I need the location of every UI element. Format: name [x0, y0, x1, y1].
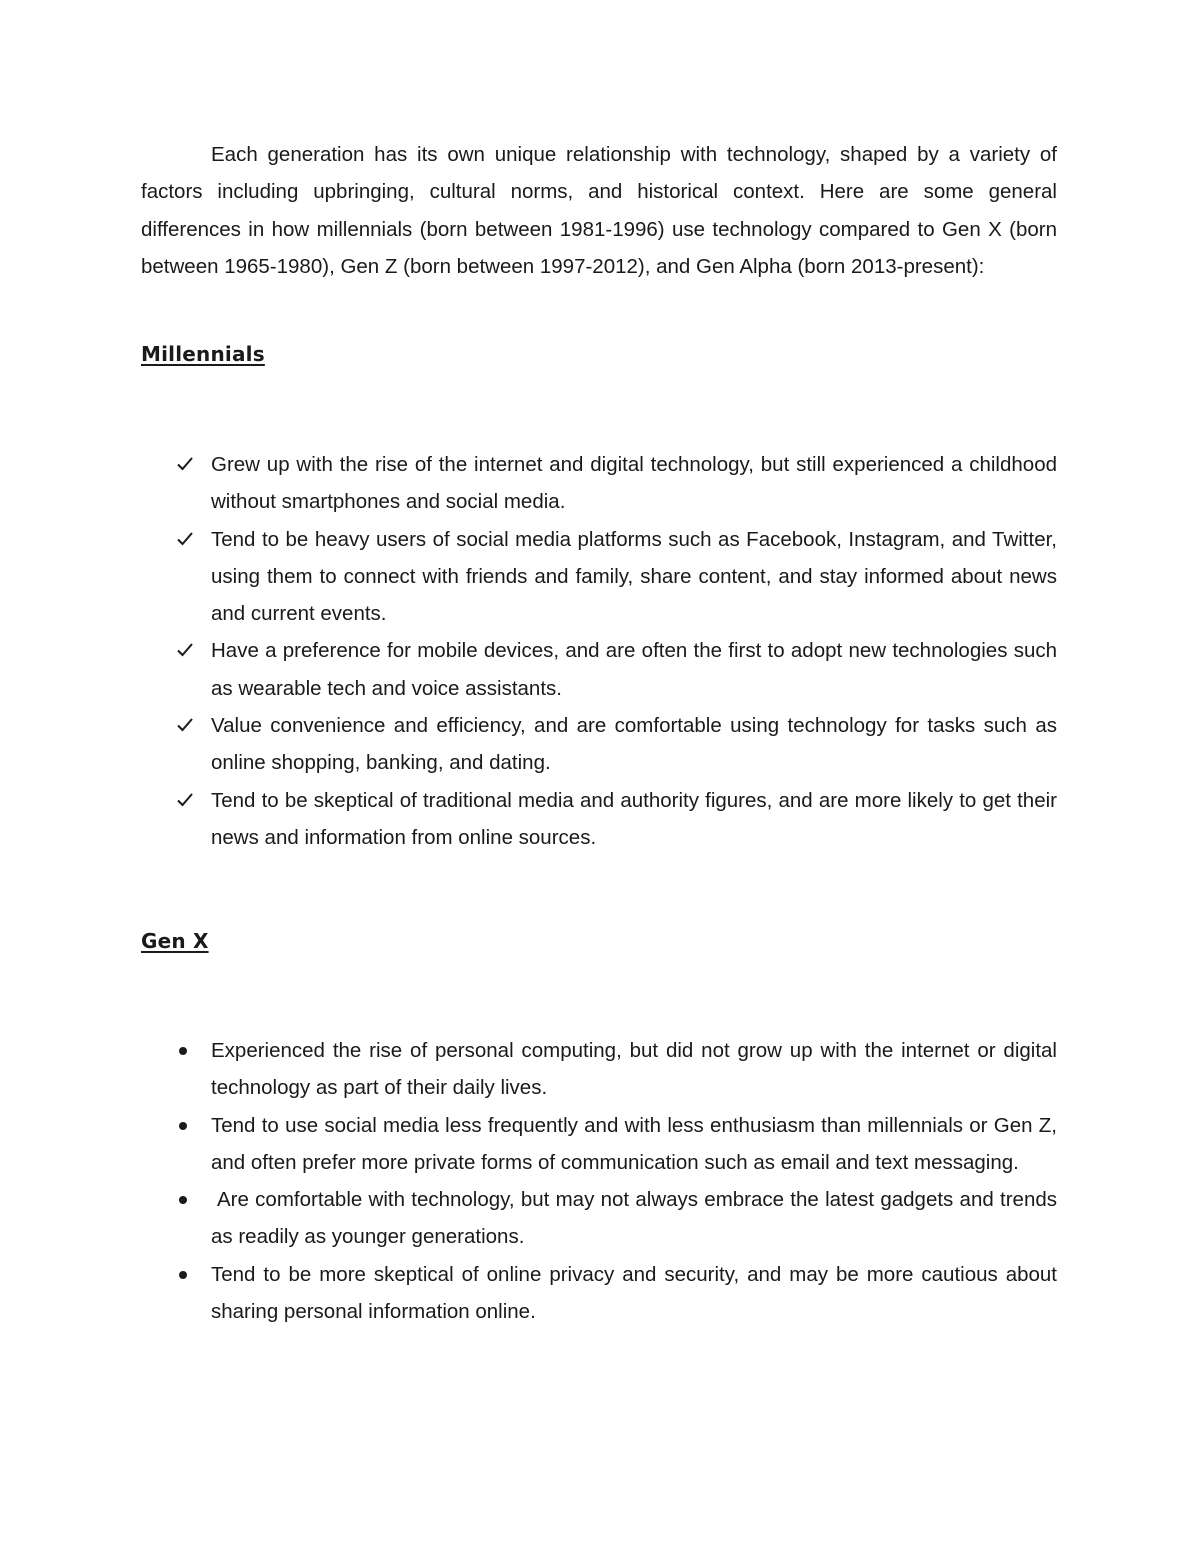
list-item-text: Have a preference for mobile devices, and are often the first to adopt new technologies such as wearable tech and voice assistants. — [211, 639, 1057, 700]
list-item — [141, 521, 1057, 633]
list-item-text: Tend to be skeptical of traditional media and authority figures, and are more likely to get their news and information from online sources. — [211, 788, 1057, 849]
genx-heading: Gen X — [141, 929, 209, 953]
checkmark-icon — [177, 782, 201, 819]
list-item — [141, 1181, 1057, 1256]
checkmark-icon — [177, 521, 201, 558]
intro-paragraph: Each generation has its own unique relationship with technology, shaped by a variety of factors including upbringing, cultural norms, and historical context. Here are some general differences in how millennials (born between 1981-1996) use technology compared to Gen X (born between 1965-1980), Gen Z (born between 1997-2012), and Gen Alpha (born 2013-present): — [141, 143, 1057, 278]
list-item — [141, 1256, 1057, 1331]
list-item-text: Are comfortable with technology, but may not always embrace the latest gadgets and trends as readily as younger generations. — [211, 1188, 1057, 1249]
list-item — [141, 707, 1057, 782]
list-item-text: Tend to be more skeptical of online privacy and security, and may be more cautious about sharing personal information online. — [211, 1262, 1057, 1324]
list-item — [141, 446, 1057, 521]
list-item-text: Grew up with the rise of the internet and digital technology, but still experienced a childhood without smartphones and social media. — [211, 453, 1057, 514]
bullet-dot-icon — [179, 1047, 187, 1055]
checkmark-icon — [177, 632, 201, 669]
list-item — [141, 782, 1057, 857]
list-item-text: Value convenience and efficiency, and are comfortable using technology for tasks such as online shopping, banking, and dating. — [211, 714, 1057, 775]
checkmark-icon — [177, 707, 201, 744]
genx-list — [141, 1032, 1057, 1330]
bullet-dot-icon — [179, 1122, 187, 1130]
bullet-dot-icon — [179, 1271, 187, 1279]
millennials-heading: Millennials — [141, 342, 265, 366]
list-item — [141, 632, 1057, 707]
millennials-list — [141, 446, 1057, 856]
list-item-text: Experienced the rise of personal computing, but did not grow up with the internet or digital technology as part of their daily lives. — [211, 1039, 1057, 1100]
list-item-text: Tend to use social media less frequently and with less enthusiasm than millennials or Gen Z, and often prefer more private forms of communication such as email and text messaging. — [211, 1113, 1057, 1174]
checkmark-icon — [177, 446, 201, 483]
list-item — [141, 1107, 1057, 1182]
list-item-text: Tend to be heavy users of social media platforms such as Facebook, Instagram, and Twitter, using them to connect with friends and family, share content, and stay informed about news and current events. — [211, 527, 1057, 626]
bullet-dot-icon — [179, 1196, 187, 1204]
list-item — [141, 1032, 1057, 1107]
